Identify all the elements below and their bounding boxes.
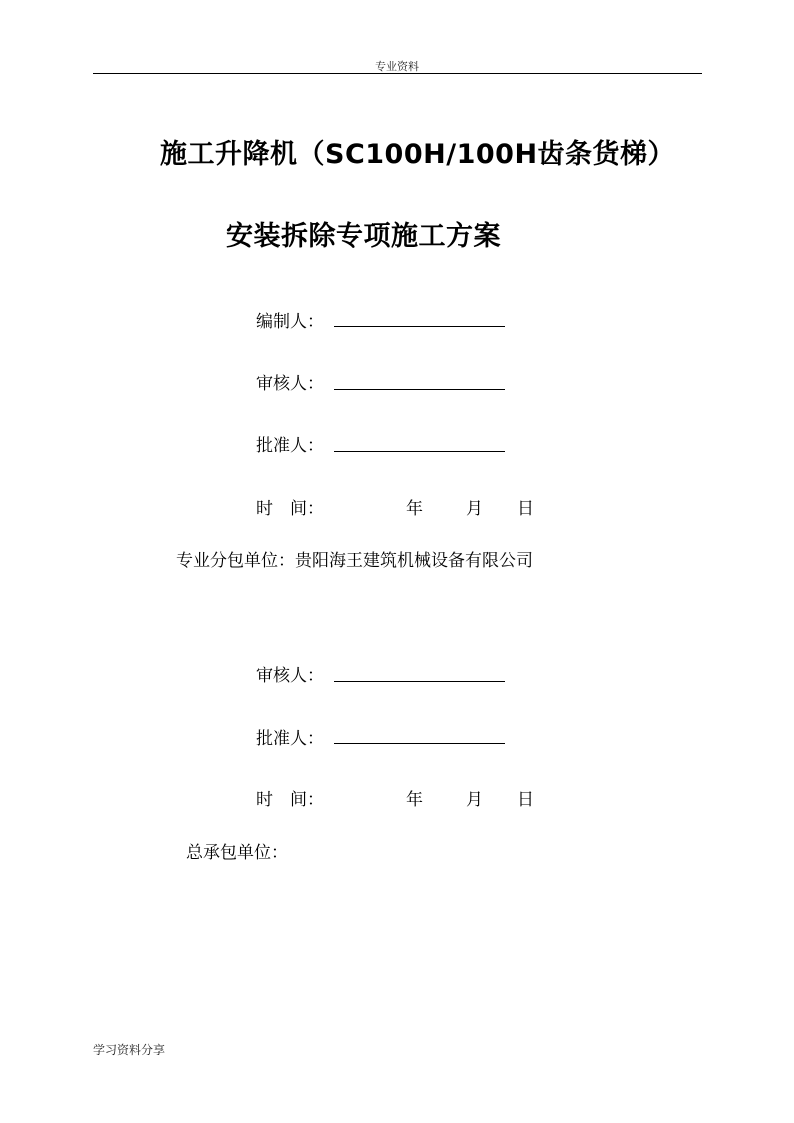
- contractor-reviewer-signature-line[interactable]: [334, 681, 505, 682]
- subcontractor-company: [176, 546, 533, 571]
- document-title: 施工升降机（SC100H/100H齿条货梯）: [160, 139, 676, 170]
- header-divider: [93, 73, 702, 74]
- contractor-month-label: 月: [466, 790, 483, 810]
- subcontractor-name: 贵阳海王建筑机械设备有限公司: [295, 551, 533, 571]
- reviewer-signature-line[interactable]: [334, 389, 505, 390]
- year-label: 年: [406, 499, 423, 519]
- compiler-label: 编制人：: [256, 312, 324, 332]
- subcontractor-label: 专业分包单位：: [176, 551, 295, 571]
- contractor-day-label: 日: [517, 790, 534, 810]
- contractor-approver-label: 批准人：: [256, 729, 324, 749]
- time-label: 时 间：: [256, 499, 324, 519]
- approver-signature-line[interactable]: [334, 451, 505, 452]
- contractor-time-label: 时 间：: [256, 790, 324, 810]
- page-header: 专业资料: [375, 60, 419, 73]
- compiler-signature-line[interactable]: [334, 326, 505, 327]
- contractor-year-label: 年: [406, 790, 423, 810]
- general-contractor-label: 总承包单位：: [186, 843, 288, 863]
- day-label: 日: [517, 499, 534, 519]
- contractor-approver-signature-line[interactable]: [334, 743, 505, 744]
- document-subtitle: 安装拆除专项施工方案: [226, 221, 501, 252]
- page-footer: 学习资料分享: [93, 1043, 166, 1057]
- approver-label: 批准人：: [256, 436, 324, 456]
- month-label: 月: [466, 499, 483, 519]
- contractor-reviewer-label: 审核人：: [256, 666, 324, 686]
- reviewer-label: 审核人：: [256, 374, 324, 394]
